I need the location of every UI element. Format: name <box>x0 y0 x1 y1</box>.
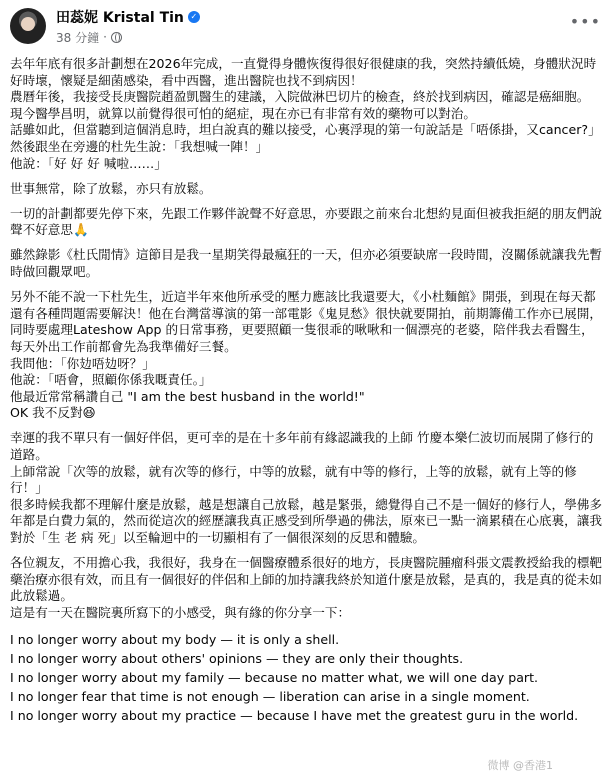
author-name[interactable]: 田蕊妮 Kristal Tin <box>56 9 184 26</box>
more-options-icon[interactable]: ••• <box>569 12 601 31</box>
weibo-watermark: 微博 @香港1 <box>487 759 553 772</box>
post-paragraph-7: 各位親友，不用擔心我，我很好，我身在一個醫療體系很好的地方，長庚醫院腫瘤科張文震教授給我的標靶藥治療亦很有效，而且有一個很好的伴侶和上師的加持讓我終於知道什麼是放鬆，是真的，我是真的從未如此放鬆過。 這是有一天在醫院裏所寫下的小感受，與有緣的你分享一下： <box>10 555 602 620</box>
author-row <box>56 7 200 27</box>
globe-icon[interactable] <box>111 32 122 43</box>
separator-dot: · <box>103 30 107 44</box>
post-meta <box>56 7 200 46</box>
reflection-line-4: I no longer fear that time is not enough — liberation can arise in a single moment. <box>10 688 530 704</box>
post-paragraph-3: 一切的計劃都要先停下來，先跟工作夥伴說聲不好意思，亦要跟之前來台北想約見面但被我拒絕的朋友們說聲不好意思🙏 <box>10 205 602 238</box>
post-body <box>10 56 603 725</box>
avatar[interactable] <box>10 8 46 44</box>
post-paragraph-1: 去年年底有很多計劃想在2026年完成，一直覺得身體恢復得很好很健康的我，突然持續低燒，身體狀況時好時壞，懷疑是細菌感染，看中西醫，進出醫院也找不到病因！ 農曆年後，我接受長庚醫院趙盈凱醫生的建議，入院做淋巴切片的檢查，終於找到病因，確認是癌細胞。 現今醫學昌明，就算以前覺得很可怕的絕症，現在亦已有非常有效的藥物可以對治。 話雖如此，但當聽到這個消息時，坦白說真的難以接受，心裏浮現的第一句說話是「唔係掛，又cancer?」 然後跟坐在旁邊的杜先生說：「我想喊一陣！」 他說：「好 好 好 喊啦……」 <box>10 56 601 171</box>
reflection-line-3: I no longer worry about my family — because no matter what, we will one day part. <box>10 670 539 685</box>
post-header <box>10 6 603 46</box>
post-paragraph-4: 雖然錄影《杜氏閒情》這節目是我一星期笑得最瘋狂的一天，但亦必須要缺席一段時間，沒關係就讓我先暫時做回觀眾吧。 <box>10 247 602 280</box>
post-paragraph-2: 世事無常，除了放鬆，亦只有放鬆。 <box>10 180 212 196</box>
post-paragraph-6: 幸運的我不單只有一個好伴侶，更可幸的是在十多年前有緣認識我的上師 竹慶本樂仁波切而展開了修行的道路。 上師常說「次等的放鬆，就有次等的修行，中等的放鬆，就有中等的修行，上等的放鬆，就有上等的修行！」 很多時候我都不理解什麼是放鬆，越是想讓自己放鬆，越是緊張，總覺得自己不是一個好的修行人，學佛多年都是白費力氣的，然而從這次的經歷讓我真正感受到所學過的佛法，原來已一點一滴累積在心底裏，讓我對於「生 老 病 死」以至輪迴中的一切顯相有了一個很深刻的反思和體驗。 <box>10 430 602 545</box>
verified-badge-icon: ✓ <box>188 11 200 23</box>
post-timestamp[interactable]: 38 分鐘 <box>56 30 100 45</box>
reflection-line-1: I no longer worry about my body — it is only a shell. <box>10 632 340 648</box>
timestamp-row <box>56 29 200 46</box>
english-reflection <box>10 631 603 725</box>
post-paragraph-5: 另外不能不說一下杜先生，近這半年來他所承受的壓力應該比我還要大，《小杜麵館》開張，到現在每天都還有各種問題需要解決！他在台灣當導演的第一部電影《鬼見愁》很快就要開拍，前期籌備工作亦已展開，同時要處理Lateshow App 的日常事務，更要照顧一隻很乖的啾啾和一個漂亮的老婆，陪伴我去看醫生，每天外出工作前都會先為我準備好三餐。 我問他：「你攰唔攰呀？」 他說：「唔會，照顧你係我嘅責任。」 他最近常常稱讚自己 "I am the best husband in the world!" OK 我不反對😆 <box>10 289 602 421</box>
reflection-line-5: I no longer worry about my practice — because I have met the greatest guru in the world. <box>10 707 579 723</box>
reflection-line-2: I no longer worry about others' opinions — they are only their thoughts. <box>10 651 464 667</box>
